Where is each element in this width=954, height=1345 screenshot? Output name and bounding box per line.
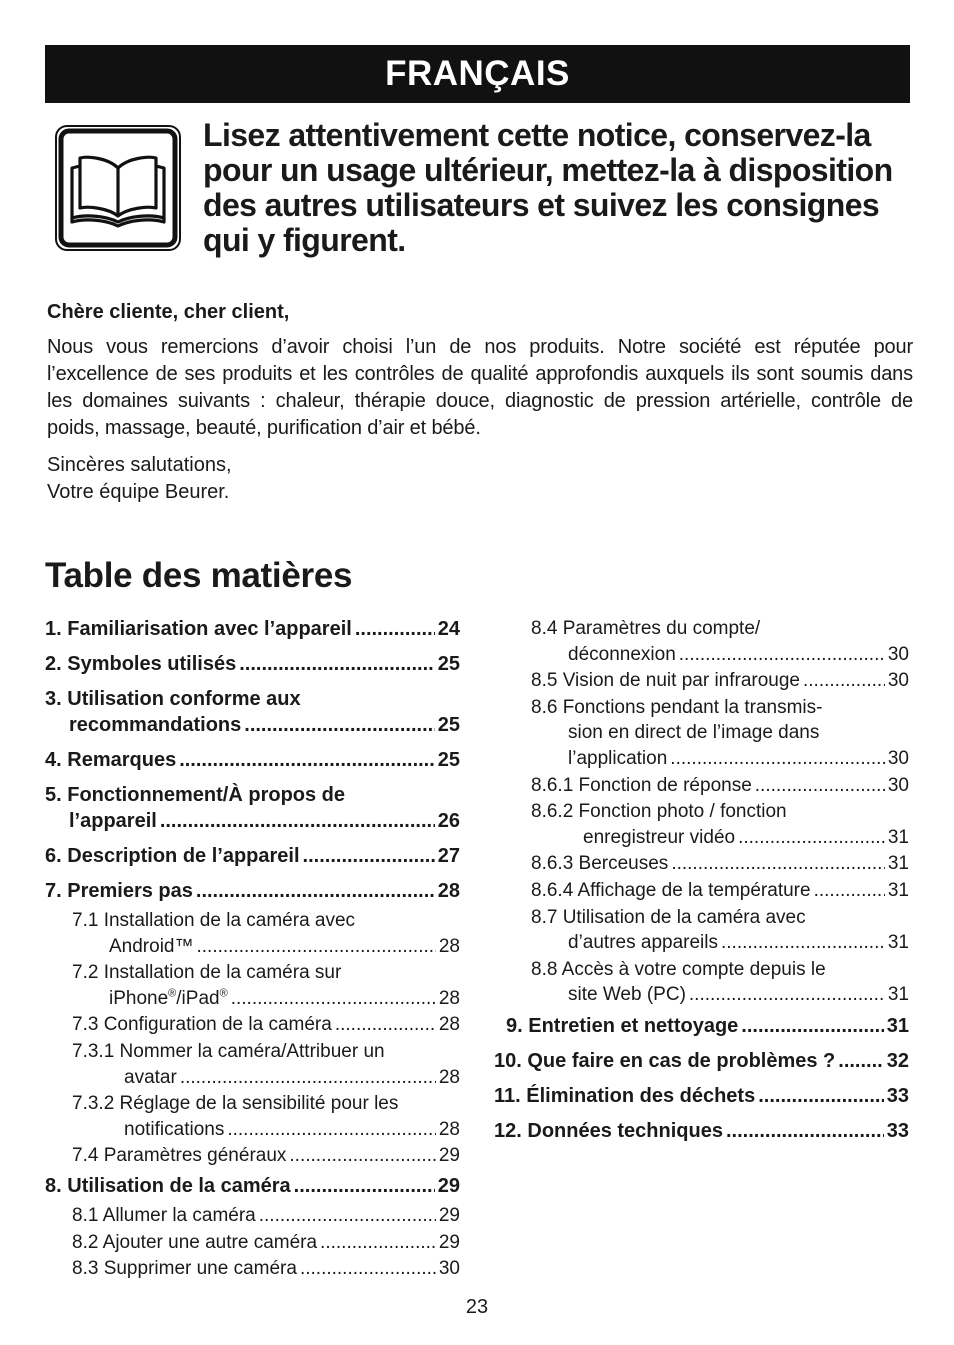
toc-subentry[interactable]: 7.2 Installation de la caméra sur iPhone®/iPad® ..... 28 — [72, 960, 460, 1011]
toc-subentry[interactable]: 8.5 Vision de nuit par infrarouge ..... 30 — [531, 668, 909, 694]
toc-subentry[interactable]: 8.6 Fonctions pendant la transmis- sion en direct de l’image dans l’application ..... 30 — [531, 695, 909, 772]
toc-entry[interactable]: 12. Données techniques ..... 33 — [494, 1118, 909, 1144]
toc-entry[interactable]: 6. Description de l’appareil ..... 27 — [45, 843, 460, 869]
closing-line: Sincères salutations, — [47, 454, 232, 476]
toc-subentry[interactable]: 7.1 Installation de la caméra avec Android™ ..... 28 — [72, 908, 460, 959]
toc-subentry[interactable]: 8.4 Paramètres du compte/ déconnexion ..... 30 — [531, 616, 909, 667]
toc-entry[interactable]: 8. Utilisation de la caméra ..... 29 — [45, 1173, 460, 1199]
closing — [47, 452, 232, 506]
signature-line: Votre équipe Beurer. — [47, 481, 230, 503]
intro-heading: Lisez attentivement cette notice, conservez-la pour un usage ultérieur, mettez-la à disposition des autres utilisateurs et suivez les consignes qui y figurent. — [203, 117, 893, 258]
toc-left-column — [45, 616, 460, 1282]
toc-subentry[interactable]: 8.7 Utilisation de la caméra avec d’autres appareils ..... 31 — [531, 905, 909, 956]
toc-subentry[interactable]: 8.1 Allumer la caméra ..... 29 — [72, 1203, 460, 1229]
toc-subentry[interactable]: 7.3.2 Réglage de la sensibilité pour les notifications ..... 28 — [72, 1091, 460, 1142]
toc-entry[interactable]: 2. Symboles utilisés ..... 25 — [45, 651, 460, 677]
toc-subentry[interactable]: 8.6.4 Affichage de la température ..... 31 — [531, 878, 909, 904]
toc-entry[interactable]: 5. Fonctionnement/À propos de l’appareil ..... 26 — [45, 782, 460, 834]
toc-entry[interactable]: 10. Que faire en cas de problèmes ? ..... 32 — [494, 1048, 909, 1074]
toc-entry[interactable]: 4. Remarques ..... 25 — [45, 747, 460, 773]
toc-subentry[interactable]: 8.6.2 Fonction photo / fonction enregistreur vidéo ..... 31 — [531, 799, 909, 850]
toc-entry[interactable]: 9. Entretien et nettoyage ..... 31 — [494, 1013, 909, 1039]
toc-subentry[interactable]: 7.3.1 Nommer la caméra/Attribuer un avatar ..... 28 — [72, 1039, 460, 1090]
toc-subentry[interactable]: 8.3 Supprimer une caméra ..... 30 — [72, 1256, 460, 1282]
page-number: 23 — [465, 1296, 489, 1318]
toc-entry[interactable]: 11. Élimination des déchets ..... 33 — [494, 1083, 909, 1109]
greeting: Chère cliente, cher client, — [47, 301, 290, 323]
toc-subentry[interactable]: 8.8 Accès à votre compte depuis le site Web (PC) ..... 31 — [531, 957, 909, 1008]
toc-subentry[interactable]: 7.3 Configuration de la caméra ..... 28 — [72, 1012, 460, 1038]
welcome-paragraph: Nous vous remercions d’avoir choisi l’un de nos produits. Notre société est réputée pour l’excellence de ses produits et les contrôles de qualité approfondis auxquels ils sont soumis dans les domaines suivants : chaleur, thérapie douce, diagnostic de pression artérielle, contrôle de poids, massage, beauté, purification d’air et bébé. — [47, 336, 913, 439]
toc-right-column — [494, 616, 909, 1144]
toc-entry[interactable]: 7. Premiers pas ..... 28 — [45, 878, 460, 904]
toc-subentry[interactable]: 8.6.1 Fonction de réponse ..... 30 — [531, 773, 909, 799]
toc-entry[interactable]: 3. Utilisation conforme aux recommandations ..... 25 — [45, 686, 460, 738]
language-banner — [45, 45, 910, 103]
toc-title: Table des matières — [45, 556, 353, 595]
toc-subentry[interactable]: 7.4 Paramètres généraux ..... 29 — [72, 1143, 460, 1169]
toc-entry[interactable]: 1. Familiarisation avec l’appareil ..... 24 — [45, 616, 460, 642]
toc-subentry[interactable]: 8.6.3 Berceuses ..... 31 — [531, 851, 909, 877]
read-manual-icon — [54, 124, 182, 252]
toc-subentry[interactable]: 8.2 Ajouter une autre caméra ..... 29 — [72, 1230, 460, 1256]
language-title: FRANÇAIS — [385, 54, 570, 93]
